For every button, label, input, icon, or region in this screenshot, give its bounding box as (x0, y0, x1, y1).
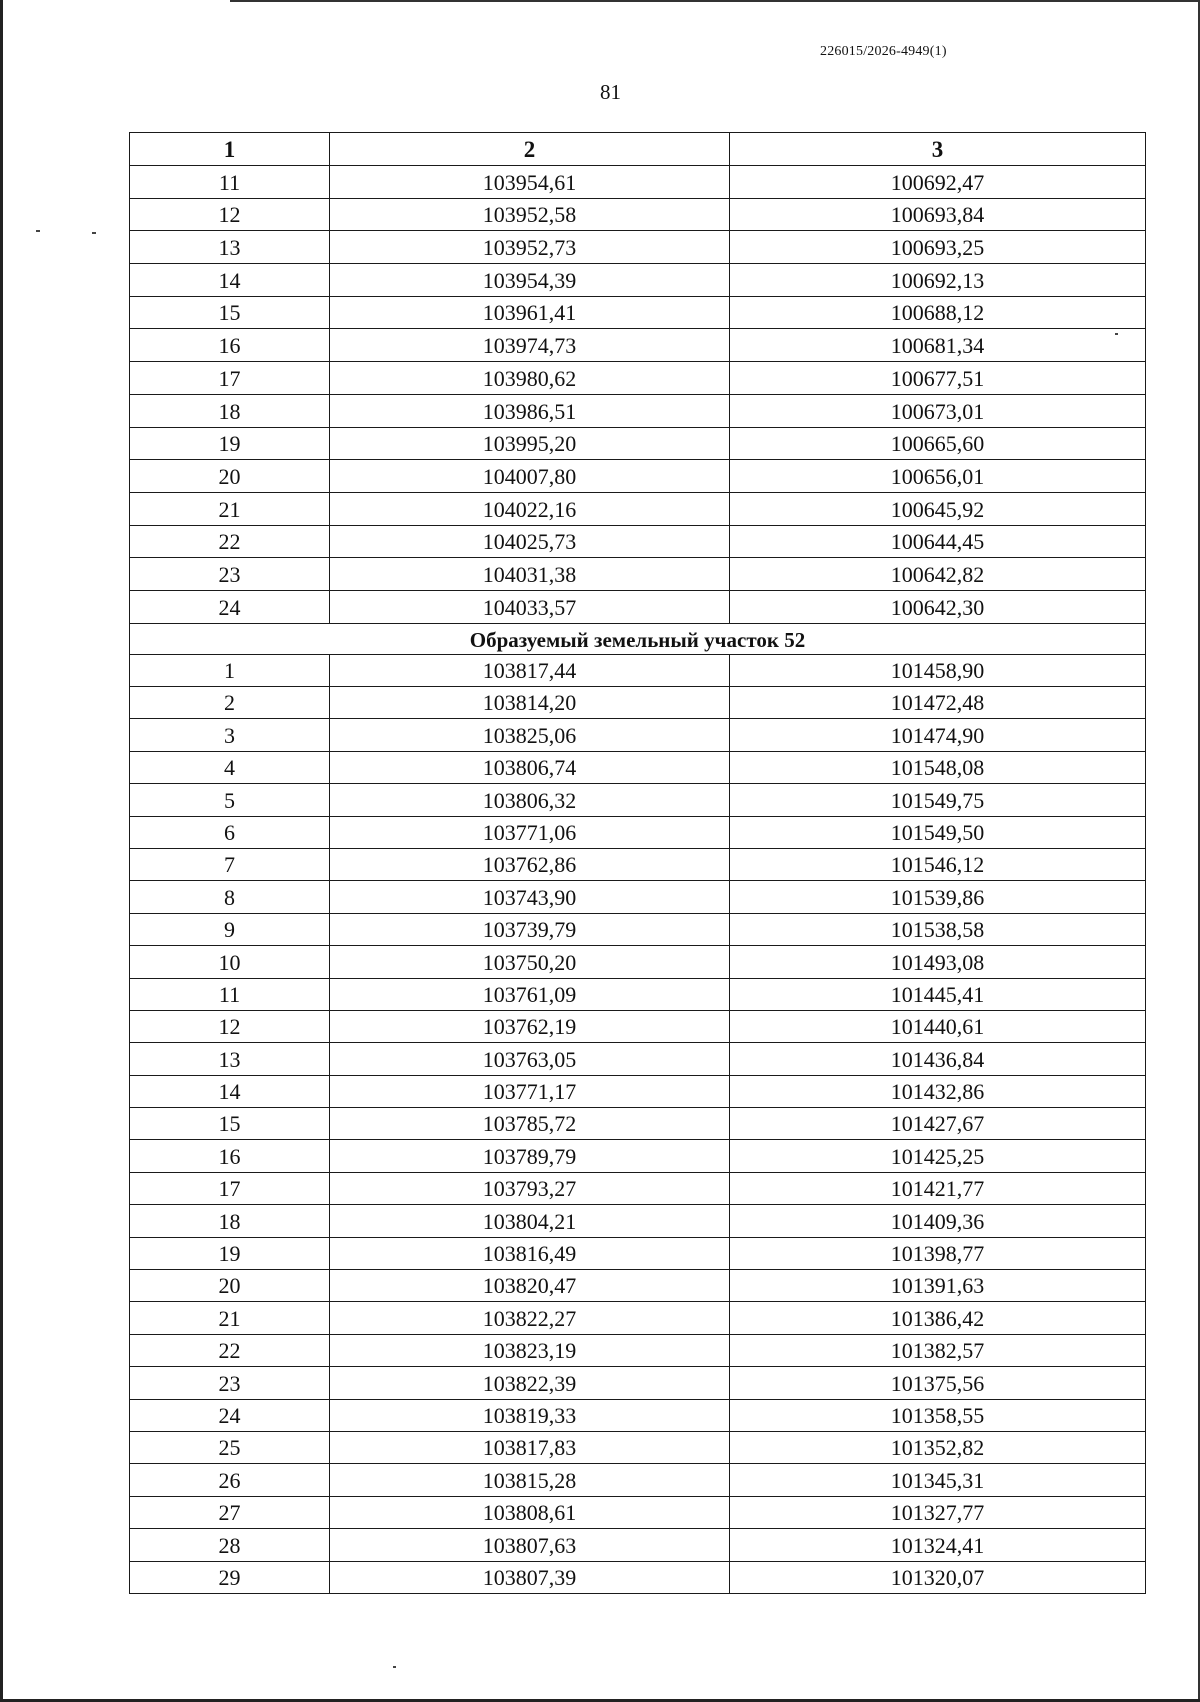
cell-x-coordinate: 104022,16 (330, 492, 730, 525)
cell-x-coordinate: 103739,79 (330, 913, 730, 945)
cell-y-coordinate: 101324,41 (730, 1529, 1146, 1561)
cell-x-coordinate: 103995,20 (330, 427, 730, 460)
cell-point-number: 8 (130, 881, 330, 913)
cell-point-number: 23 (130, 558, 330, 591)
cell-x-coordinate: 103808,61 (330, 1496, 730, 1528)
cell-y-coordinate: 101546,12 (730, 848, 1146, 880)
table-row (130, 231, 1146, 264)
cell-y-coordinate: 101493,08 (730, 946, 1146, 978)
cell-point-number: 12 (130, 1010, 330, 1042)
cell-point-number: 17 (130, 362, 330, 395)
table-row (130, 784, 1146, 816)
table-row (130, 687, 1146, 719)
cell-y-coordinate: 101474,90 (730, 719, 1146, 751)
cell-point-number: 25 (130, 1432, 330, 1464)
table-row (130, 1270, 1146, 1302)
table-row (130, 1010, 1146, 1042)
cell-point-number: 6 (130, 816, 330, 848)
cell-y-coordinate: 101548,08 (730, 751, 1146, 783)
table-row (130, 816, 1146, 848)
cell-point-number: 20 (130, 460, 330, 493)
cell-x-coordinate: 103819,33 (330, 1399, 730, 1431)
cell-x-coordinate: 103762,19 (330, 1010, 730, 1042)
cell-x-coordinate: 103961,41 (330, 296, 730, 329)
cell-point-number: 14 (130, 264, 330, 297)
cell-y-coordinate: 100677,51 (730, 362, 1146, 395)
table-row (130, 1561, 1146, 1593)
table-row (130, 1043, 1146, 1075)
table-row (130, 1108, 1146, 1140)
cell-y-coordinate: 101345,31 (730, 1464, 1146, 1496)
cell-x-coordinate: 103771,17 (330, 1075, 730, 1107)
cell-point-number: 11 (130, 166, 330, 199)
header-cell-y: 3 (730, 133, 1146, 166)
cell-y-coordinate: 100656,01 (730, 460, 1146, 493)
table-row (130, 1399, 1146, 1431)
cell-point-number: 24 (130, 1399, 330, 1431)
table-header-row (130, 133, 1146, 166)
cell-y-coordinate: 100645,92 (730, 492, 1146, 525)
cell-x-coordinate: 103814,20 (330, 687, 730, 719)
cell-point-number: 26 (130, 1464, 330, 1496)
cell-x-coordinate: 103762,86 (330, 848, 730, 880)
cell-point-number: 10 (130, 946, 330, 978)
cell-point-number: 5 (130, 784, 330, 816)
cell-point-number: 28 (130, 1529, 330, 1561)
cell-x-coordinate: 103820,47 (330, 1270, 730, 1302)
table-row (130, 1237, 1146, 1269)
table-row (130, 166, 1146, 199)
cell-y-coordinate: 100693,25 (730, 231, 1146, 264)
table-row (130, 492, 1146, 525)
section-title: Образуемый земельный участок 52 (130, 623, 1146, 654)
cell-x-coordinate: 103986,51 (330, 394, 730, 427)
table-row (130, 264, 1146, 297)
cell-y-coordinate: 101549,50 (730, 816, 1146, 848)
coordinates-table (129, 132, 1146, 1594)
cell-point-number: 14 (130, 1075, 330, 1107)
cell-point-number: 27 (130, 1496, 330, 1528)
cell-point-number: 24 (130, 590, 330, 623)
cell-x-coordinate: 103807,39 (330, 1561, 730, 1593)
cell-y-coordinate: 101327,77 (730, 1496, 1146, 1528)
table-row (130, 558, 1146, 591)
section-title-row (130, 623, 1146, 654)
cell-x-coordinate: 103743,90 (330, 881, 730, 913)
cell-point-number: 15 (130, 1108, 330, 1140)
table-row (130, 590, 1146, 623)
scan-speck (92, 232, 96, 234)
coordinates-table-body (130, 133, 1146, 1594)
table-row (130, 394, 1146, 427)
cell-point-number: 29 (130, 1561, 330, 1593)
cell-y-coordinate: 100644,45 (730, 525, 1146, 558)
cell-point-number: 16 (130, 1140, 330, 1172)
cell-y-coordinate: 101386,42 (730, 1302, 1146, 1334)
cell-y-coordinate: 100642,30 (730, 590, 1146, 623)
table-row (130, 525, 1146, 558)
cell-y-coordinate: 101436,84 (730, 1043, 1146, 1075)
table-row (130, 296, 1146, 329)
cell-y-coordinate: 100693,84 (730, 198, 1146, 231)
cell-y-coordinate: 100681,34 (730, 329, 1146, 362)
table-row (130, 946, 1146, 978)
table-row (130, 1205, 1146, 1237)
cell-y-coordinate: 101391,63 (730, 1270, 1146, 1302)
cell-y-coordinate: 101440,61 (730, 1010, 1146, 1042)
cell-point-number: 2 (130, 687, 330, 719)
cell-x-coordinate: 103954,61 (330, 166, 730, 199)
table-row (130, 1334, 1146, 1366)
cell-x-coordinate: 104007,80 (330, 460, 730, 493)
cell-y-coordinate: 101382,57 (730, 1334, 1146, 1366)
cell-x-coordinate: 103817,83 (330, 1432, 730, 1464)
document-id: 226015/2026-4949(1) (820, 44, 947, 59)
cell-y-coordinate: 101421,77 (730, 1172, 1146, 1204)
cell-x-coordinate: 104025,73 (330, 525, 730, 558)
cell-x-coordinate: 103807,63 (330, 1529, 730, 1561)
cell-point-number: 3 (130, 719, 330, 751)
scan-speck (393, 1666, 396, 1668)
page-number: 81 (600, 80, 621, 104)
table-row (130, 1302, 1146, 1334)
cell-x-coordinate: 103785,72 (330, 1108, 730, 1140)
cell-point-number: 22 (130, 525, 330, 558)
cell-y-coordinate: 101445,41 (730, 978, 1146, 1010)
cell-x-coordinate: 103761,09 (330, 978, 730, 1010)
cell-point-number: 19 (130, 1237, 330, 1269)
cell-y-coordinate: 100688,12 (730, 296, 1146, 329)
cell-y-coordinate: 100642,82 (730, 558, 1146, 591)
cell-point-number: 23 (130, 1367, 330, 1399)
table-row (130, 427, 1146, 460)
table-row (130, 1075, 1146, 1107)
cell-x-coordinate: 103817,44 (330, 654, 730, 686)
cell-point-number: 13 (130, 231, 330, 264)
cell-y-coordinate: 101320,07 (730, 1561, 1146, 1593)
cell-point-number: 22 (130, 1334, 330, 1366)
cell-x-coordinate: 103804,21 (330, 1205, 730, 1237)
header-cell-point: 1 (130, 133, 330, 166)
cell-x-coordinate: 103806,32 (330, 784, 730, 816)
table-row (130, 362, 1146, 395)
cell-y-coordinate: 100673,01 (730, 394, 1146, 427)
cell-x-coordinate: 103825,06 (330, 719, 730, 751)
table-row (130, 1464, 1146, 1496)
cell-y-coordinate: 100692,47 (730, 166, 1146, 199)
table-row (130, 329, 1146, 362)
cell-point-number: 18 (130, 1205, 330, 1237)
cell-y-coordinate: 101358,55 (730, 1399, 1146, 1431)
table-row (130, 460, 1146, 493)
cell-y-coordinate: 101472,48 (730, 687, 1146, 719)
cell-point-number: 7 (130, 848, 330, 880)
table-row (130, 1529, 1146, 1561)
cell-x-coordinate: 103822,27 (330, 1302, 730, 1334)
table-row (130, 751, 1146, 783)
cell-x-coordinate: 103771,06 (330, 816, 730, 848)
table-row (130, 198, 1146, 231)
table-row (130, 1367, 1146, 1399)
cell-point-number: 13 (130, 1043, 330, 1075)
table-row (130, 848, 1146, 880)
cell-point-number: 9 (130, 913, 330, 945)
cell-x-coordinate: 103952,58 (330, 198, 730, 231)
cell-y-coordinate: 101549,75 (730, 784, 1146, 816)
cell-x-coordinate: 103793,27 (330, 1172, 730, 1204)
table-row (130, 1432, 1146, 1464)
cell-y-coordinate: 101352,82 (730, 1432, 1146, 1464)
cell-x-coordinate: 103980,62 (330, 362, 730, 395)
cell-y-coordinate: 100665,60 (730, 427, 1146, 460)
cell-y-coordinate: 101538,58 (730, 913, 1146, 945)
cell-point-number: 4 (130, 751, 330, 783)
cell-point-number: 16 (130, 329, 330, 362)
cell-point-number: 20 (130, 1270, 330, 1302)
table-row (130, 913, 1146, 945)
table-row (130, 1172, 1146, 1204)
cell-x-coordinate: 103822,39 (330, 1367, 730, 1399)
cell-x-coordinate: 103750,20 (330, 946, 730, 978)
table-row (130, 978, 1146, 1010)
table-row (130, 719, 1146, 751)
cell-point-number: 12 (130, 198, 330, 231)
table-row (130, 1140, 1146, 1172)
cell-y-coordinate: 101432,86 (730, 1075, 1146, 1107)
scan-edge-left (0, 0, 3, 1702)
cell-y-coordinate: 101425,25 (730, 1140, 1146, 1172)
cell-x-coordinate: 103974,73 (330, 329, 730, 362)
header-cell-x: 2 (330, 133, 730, 166)
cell-y-coordinate: 101409,36 (730, 1205, 1146, 1237)
cell-point-number: 21 (130, 1302, 330, 1334)
cell-y-coordinate: 101375,56 (730, 1367, 1146, 1399)
cell-x-coordinate: 103823,19 (330, 1334, 730, 1366)
cell-point-number: 11 (130, 978, 330, 1010)
scan-speck (36, 230, 40, 232)
cell-point-number: 17 (130, 1172, 330, 1204)
cell-x-coordinate: 103954,39 (330, 264, 730, 297)
cell-x-coordinate: 104031,38 (330, 558, 730, 591)
cell-point-number: 19 (130, 427, 330, 460)
cell-x-coordinate: 103816,49 (330, 1237, 730, 1269)
cell-x-coordinate: 104033,57 (330, 590, 730, 623)
cell-x-coordinate: 103763,05 (330, 1043, 730, 1075)
cell-x-coordinate: 103789,79 (330, 1140, 730, 1172)
cell-x-coordinate: 103952,73 (330, 231, 730, 264)
cell-point-number: 18 (130, 394, 330, 427)
cell-x-coordinate: 103815,28 (330, 1464, 730, 1496)
table-row (130, 1496, 1146, 1528)
cell-y-coordinate: 101539,86 (730, 881, 1146, 913)
cell-point-number: 21 (130, 492, 330, 525)
cell-point-number: 15 (130, 296, 330, 329)
cell-x-coordinate: 103806,74 (330, 751, 730, 783)
cell-y-coordinate: 101427,67 (730, 1108, 1146, 1140)
table-row (130, 881, 1146, 913)
scan-edge-top (230, 0, 1200, 2)
table-row (130, 654, 1146, 686)
cell-y-coordinate: 101398,77 (730, 1237, 1146, 1269)
cell-y-coordinate: 101458,90 (730, 654, 1146, 686)
cell-y-coordinate: 100692,13 (730, 264, 1146, 297)
cell-point-number: 1 (130, 654, 330, 686)
